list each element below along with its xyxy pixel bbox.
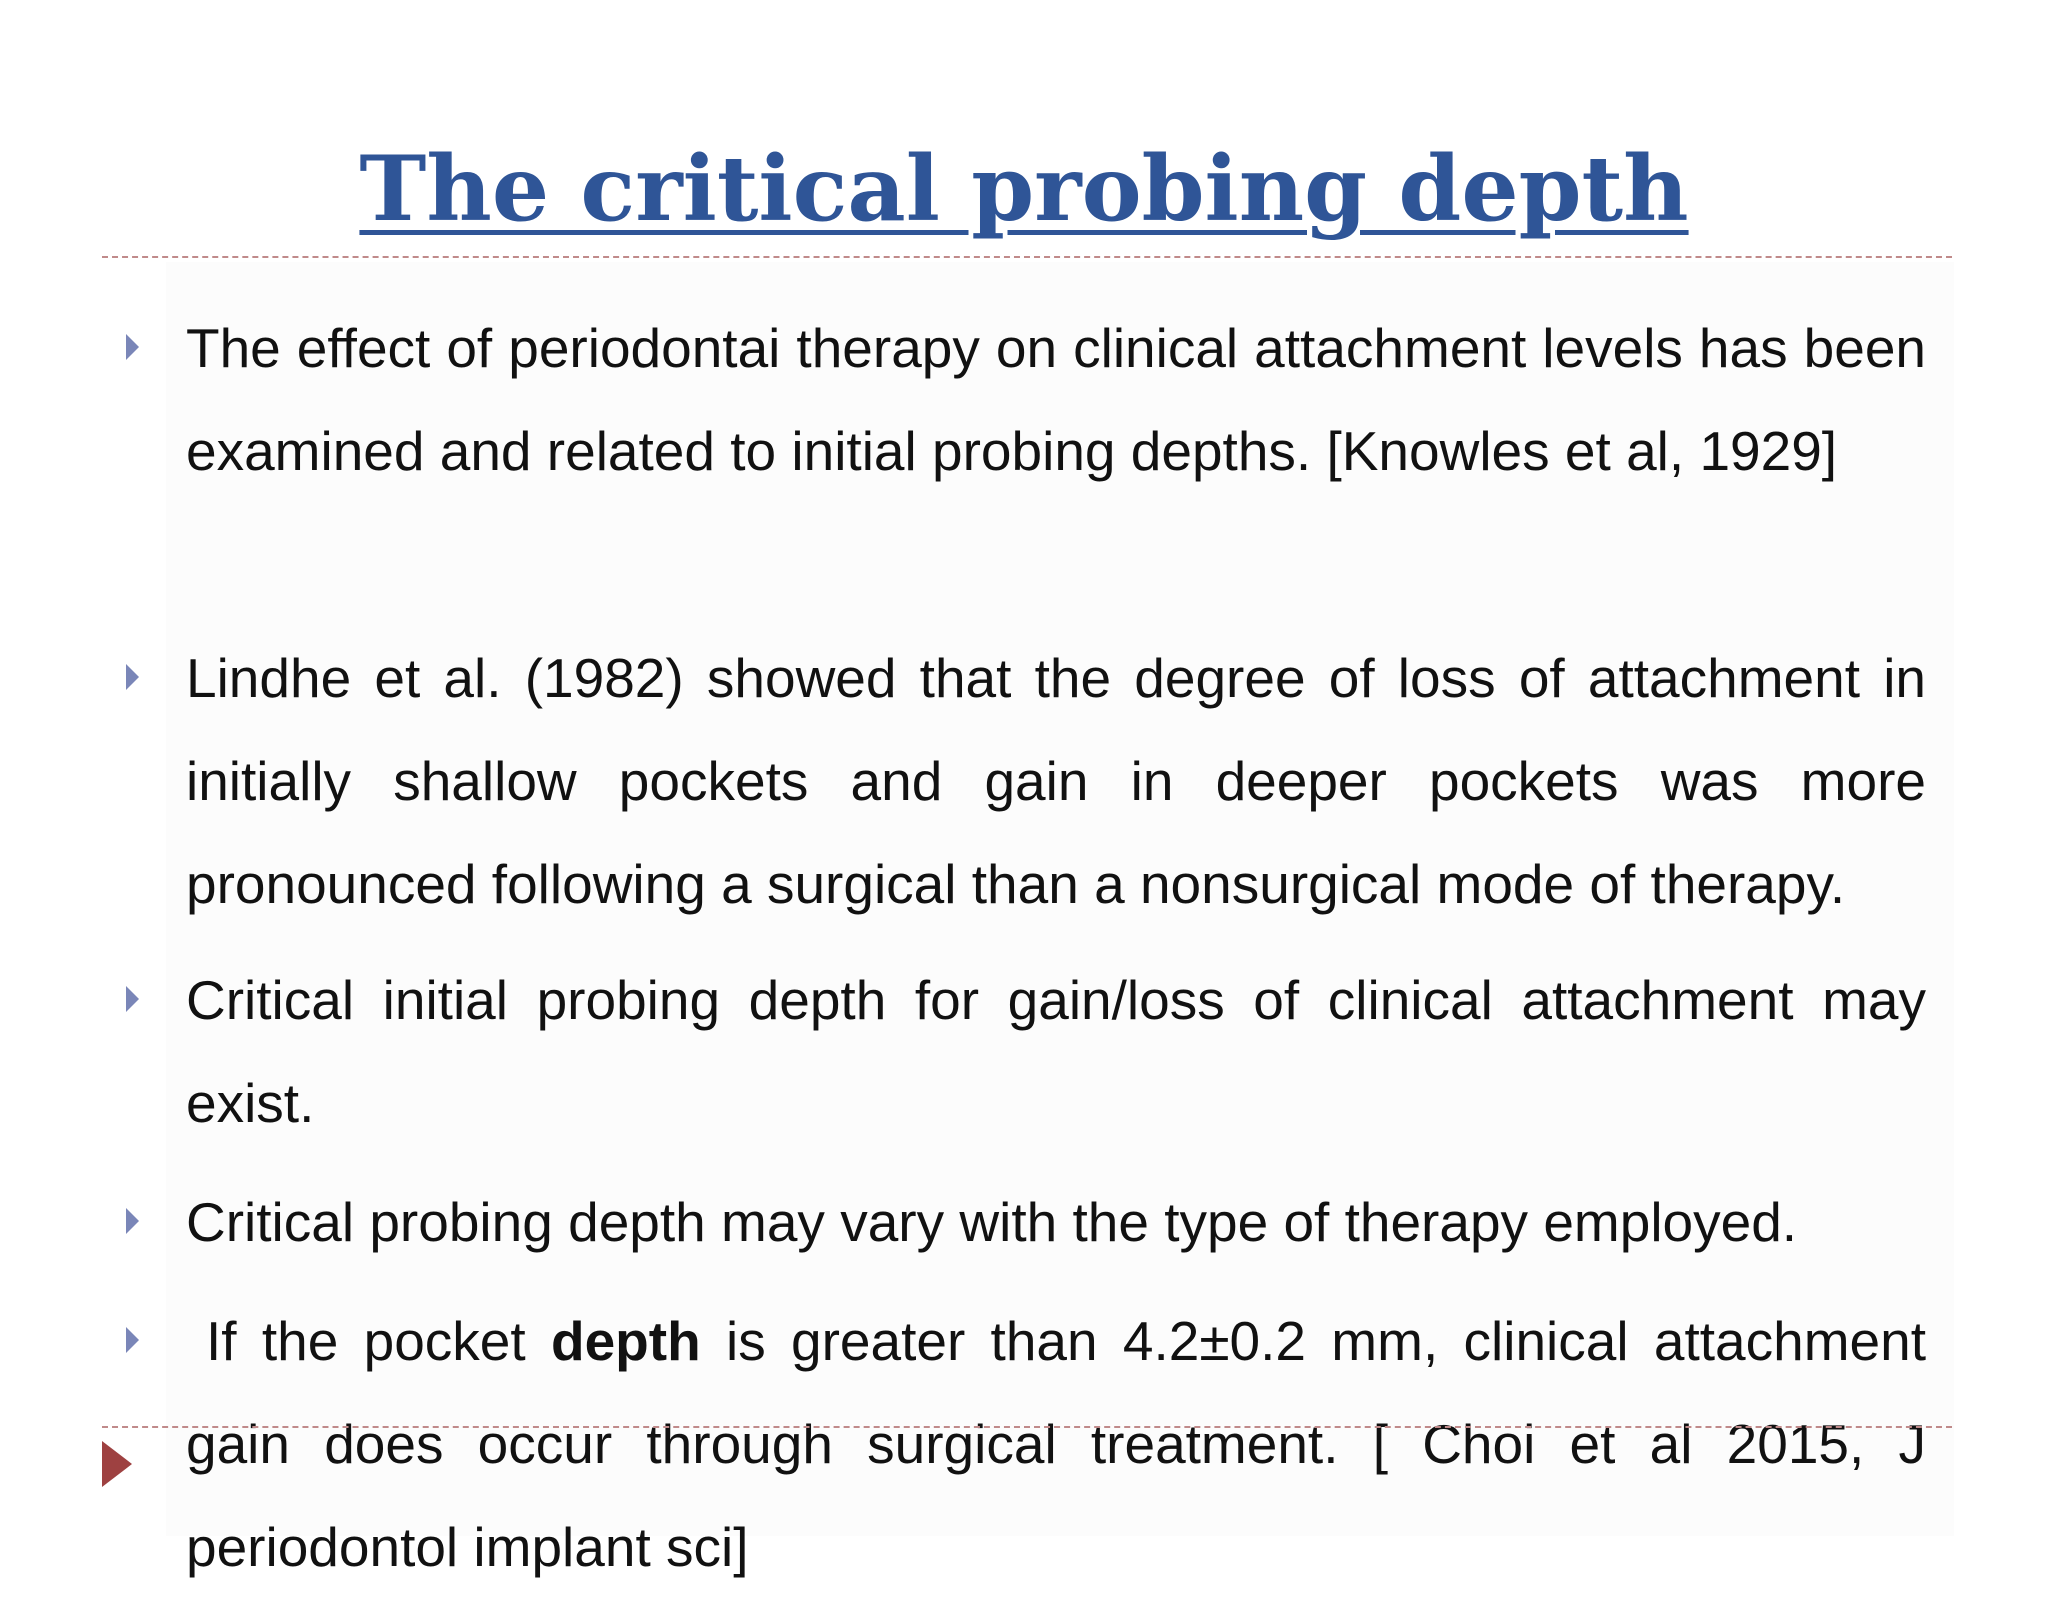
footer-divider: [102, 1426, 1952, 1428]
bullet-triangle-icon: [126, 334, 139, 360]
bullet-text-2: Lindhe et al. (1982) showed that the degree of loss of attachment in initially shallow pockets and gain in deeper pockets was more pronounced following a surgical than a nonsurgical mode of therapy.: [186, 647, 1926, 915]
bullet-text-4: Critical probing depth may vary with the type of therapy employed.: [186, 1191, 1798, 1253]
bullet-triangle-icon: [126, 1208, 139, 1234]
title-divider: [102, 256, 1952, 258]
bullet-text-5: [186, 1290, 1926, 1599]
slide-title-text: The critical probing depth: [359, 136, 1689, 242]
bullet-triangle-icon: [126, 664, 139, 690]
bullet-triangle-icon: [126, 1327, 139, 1353]
bullet-text-1: The effect of periodontai therapy on clinical attachment levels has been examined and related to initial probing depths. [Knowles et al, 1929]: [186, 317, 1926, 482]
bullet-text-5-bold: depth: [550, 1310, 701, 1372]
bullet-triangle-icon: [126, 986, 139, 1012]
bullet-text-5-before: If the pocket: [206, 1310, 551, 1372]
slide-title: [0, 136, 2048, 242]
bullet-text-3: Critical initial probing depth for gain/loss of clinical attachment may exist.: [186, 969, 1926, 1134]
footer-triangle-icon: [102, 1441, 132, 1487]
bullet-text-5-after: is greater than 4.2±0.2 mm, clinical attachment gain does occur through surgical treatment. [ Choi et al 2015, J periodontol implant sci]: [186, 1310, 1926, 1578]
